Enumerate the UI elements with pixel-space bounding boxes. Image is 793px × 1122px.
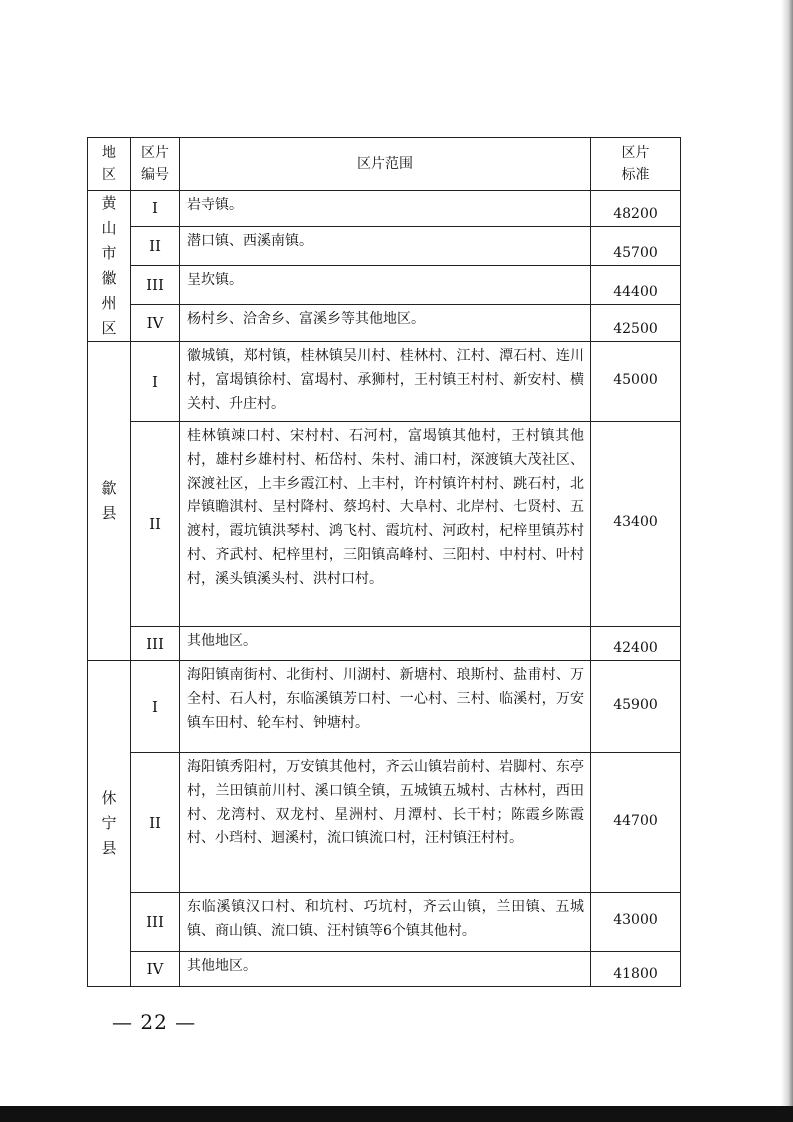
code-cell: I — [131, 191, 180, 227]
standard-cell: 42400 — [591, 627, 681, 661]
scan-edge-bottom — [0, 1106, 793, 1122]
scope-cell: 海阳镇南街村、北街村、川湖村、新塘村、琅斯村、盐甫村、万全村、石人村，东临溪镇芳口村、一心村、三村、临溪村，万安镇车田村、轮车村、钟塘村。 — [180, 661, 591, 753]
table-row — [88, 893, 681, 952]
region-cell: 黄山市徽州区 — [88, 191, 131, 342]
region-cell: 歙县 — [88, 342, 131, 661]
code-cell: III — [131, 893, 180, 952]
standard-cell: 44400 — [591, 266, 681, 305]
header-scope: 区片范围 — [180, 138, 591, 191]
table-row — [88, 305, 681, 342]
header-row — [88, 138, 681, 191]
table-row — [88, 661, 681, 753]
scope-cell: 桂林镇竦口村、宋村村、石河村，富堨镇其他村，王村镇其他村，雄村乡雄村村、柘岱村、朱村、浦口村，深渡镇大茂社区、深渡社区，上丰乡霞江村、上丰村，许村镇许村村、跳石村，北岸镇瞻淇村、呈村降村、蔡坞村、大阜村、北岸村、七贤村、五渡村，霞坑镇洪琴村、鸿飞村、霞坑村、河政村，杞梓里镇苏村村、齐武村、杞梓里村，三阳镇高峰村、三阳村、中村村、叶村村，溪头镇溪头村、洪村口村。 — [180, 422, 591, 627]
code-cell: III — [131, 627, 180, 661]
code-cell: I — [131, 342, 180, 422]
table-row — [88, 226, 681, 266]
table-row — [88, 191, 681, 227]
scope-cell: 潜口镇、西溪南镇。 — [180, 226, 591, 266]
table-row — [88, 266, 681, 305]
standard-cell: 48200 — [591, 191, 681, 227]
region-cell: 休宁县 — [88, 661, 131, 987]
scope-cell: 杨村乡、洽舍乡、富溪乡等其他地区。 — [180, 305, 591, 342]
header-code: 区片编号 — [131, 138, 180, 191]
table-row — [88, 627, 681, 661]
header-region: 地区 — [88, 138, 131, 191]
code-cell: I — [131, 661, 180, 753]
standard-cell: 42500 — [591, 305, 681, 342]
standard-cell: 41800 — [591, 952, 681, 987]
scan-shadow-right — [781, 0, 793, 1122]
code-cell: II — [131, 226, 180, 266]
code-cell: II — [131, 753, 180, 893]
scope-cell: 其他地区。 — [180, 952, 591, 987]
table-row — [88, 422, 681, 627]
code-cell: IV — [131, 952, 180, 987]
scope-cell: 东临溪镇汉口村、和坑村、巧坑村，齐云山镇，兰田镇、五城镇、商山镇、流口镇、汪村镇等6个镇其他村。 — [180, 893, 591, 952]
standard-cell: 43000 — [591, 893, 681, 952]
standard-cell: 43400 — [591, 422, 681, 627]
standard-cell: 44700 — [591, 753, 681, 893]
code-cell: IV — [131, 305, 180, 342]
header-standard: 区片标准 — [591, 138, 681, 191]
table-row — [88, 753, 681, 893]
scope-cell: 岩寺镇。 — [180, 191, 591, 227]
scope-cell: 徽城镇，郑村镇，桂林镇吴川村、桂林村、江村、潭石村、连川村，富堨镇徐村、富堨村、承狮村，王村镇王村村、新安村、横关村、升庄村。 — [180, 342, 591, 422]
standard-cell: 45000 — [591, 342, 681, 422]
standard-cell: 45700 — [591, 226, 681, 266]
scope-cell: 其他地区。 — [180, 627, 591, 661]
scope-cell: 呈坎镇。 — [180, 266, 591, 305]
table-row — [88, 952, 681, 987]
land-price-table — [87, 137, 681, 987]
page-number: — 22 — — [112, 1010, 197, 1034]
standard-cell: 45900 — [591, 661, 681, 753]
code-cell: III — [131, 266, 180, 305]
table-row — [88, 342, 681, 422]
code-cell: II — [131, 422, 180, 627]
scope-cell: 海阳镇秀阳村，万安镇其他村，齐云山镇岩前村、岩脚村、东亭村，兰田镇前川村、溪口镇全镇，五城镇五城村、古林村，西田村、龙湾村、双龙村、星洲村、月潭村、长干村；陈霞乡陈霞村、小珰村、迴溪村，流口镇流口村，汪村镇汪村村。 — [180, 753, 591, 893]
